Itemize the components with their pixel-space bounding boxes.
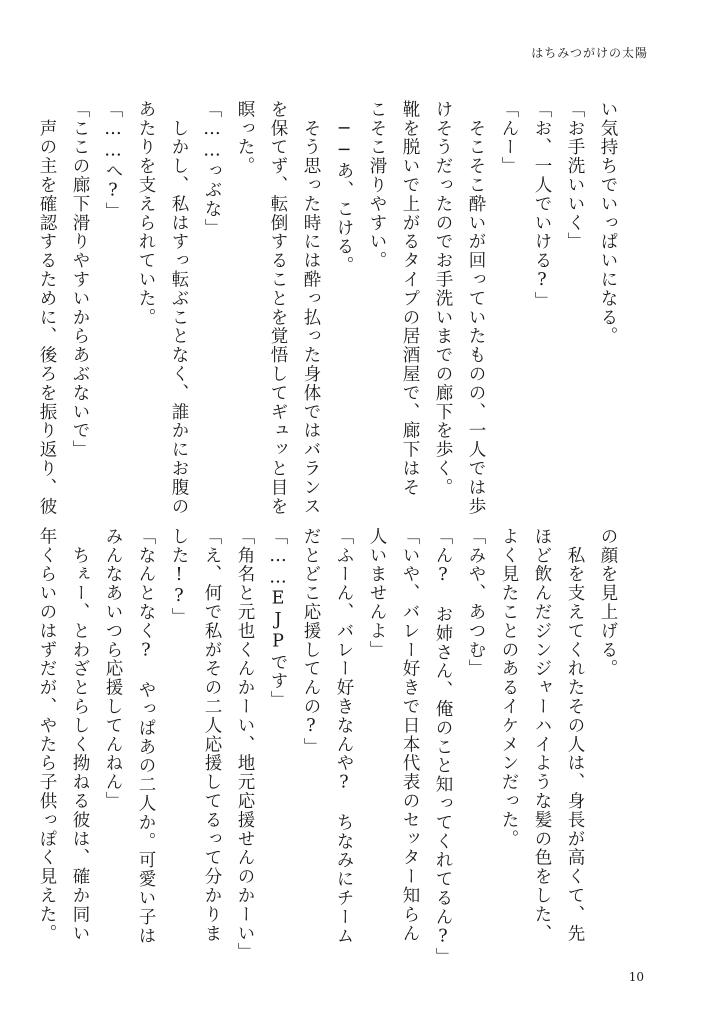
text-line: 「なんとなく? やっぱあの二人か。可愛い子は: [136, 527, 156, 946]
text-line: 「みや、あつむ」: [466, 527, 486, 679]
text-line: ──あ、こける。: [334, 100, 354, 276]
page-number: 10: [628, 970, 644, 984]
text-line: よく見たことのあるイケメンだった。: [499, 527, 519, 849]
text-line: 「いや、バレー好きで日本代表のセッター知らん: [400, 527, 420, 943]
text-line: い気持ちでいっぱいになる。: [598, 100, 618, 346]
text-line: しかし、私はすっ転ぶことなく、誰かにお腹の: [169, 100, 189, 516]
text-line: 「……EJPです」: [268, 527, 288, 710]
text-line: 靴を脱いで上がるタイプの居酒屋で、廊下はそ: [400, 100, 420, 497]
text-line: 「え、何で私がその二人応援してるって分かりま: [202, 527, 222, 943]
text-line: 私を支えてくれたその人は、身長が高くて、先: [565, 527, 585, 943]
text-line: あたりを支えられていた。: [136, 100, 156, 327]
text-line: 「お手洗いいく」: [565, 100, 585, 252]
text-line: 瞑った。: [235, 100, 255, 176]
text-line: ちぇー、とわざとらしく拗ねる彼は、確か同い: [70, 527, 90, 943]
text-line: 人いませんよ」: [367, 527, 387, 660]
text-line: 「……へ?」: [103, 100, 123, 221]
text-line: ほど飲んだジンジャーハイような髪の色をした、: [532, 527, 552, 943]
text-line: を保てず、転倒することを覚悟してギュッと目を: [268, 100, 288, 516]
text-line: みんなあいつら応援してんねん」: [103, 527, 123, 811]
text-line: 「ん? お姉さん、俺のこと知ってくれてるん?」: [433, 527, 453, 967]
text-block-bottom: [37, 527, 624, 967]
text-line: そう思った時には酔っ払った身体ではバランス: [301, 100, 321, 516]
text-line: そこそこ酔いが回っていたものの、一人では歩: [466, 100, 486, 516]
text-line: 「角名と元也くんかーい、地元応援せんのかーい」: [235, 527, 255, 962]
text-line: 「ふーん、バレー好きなんや? ちなみにチーム: [334, 527, 354, 946]
text-line: 声の主を確認するために、後ろを振り返り、彼: [37, 100, 57, 516]
text-line: だとどこ応援してんの?」: [301, 527, 321, 757]
text-line: した!?」: [169, 527, 189, 627]
text-block-top: [37, 100, 624, 520]
text-line: 年くらいのはずだが、やたら子供っぽく見えた。: [37, 527, 57, 943]
text-line: 「お、一人でいける?」: [532, 100, 552, 311]
text-line: こそこ滑りやすい。: [367, 100, 387, 271]
text-line: 「……っぶな」: [202, 100, 222, 238]
text-line: 「んー」: [499, 100, 519, 176]
text-line: けそうだったのでお手洗いまでの廊下を歩く。: [433, 100, 453, 497]
text-line: 「ここの廊下滑りやすいからあぶないで」: [70, 100, 90, 460]
text-line: の顔を見上げる。: [598, 527, 618, 679]
running-header: はちみつがけの太陽: [531, 46, 648, 60]
